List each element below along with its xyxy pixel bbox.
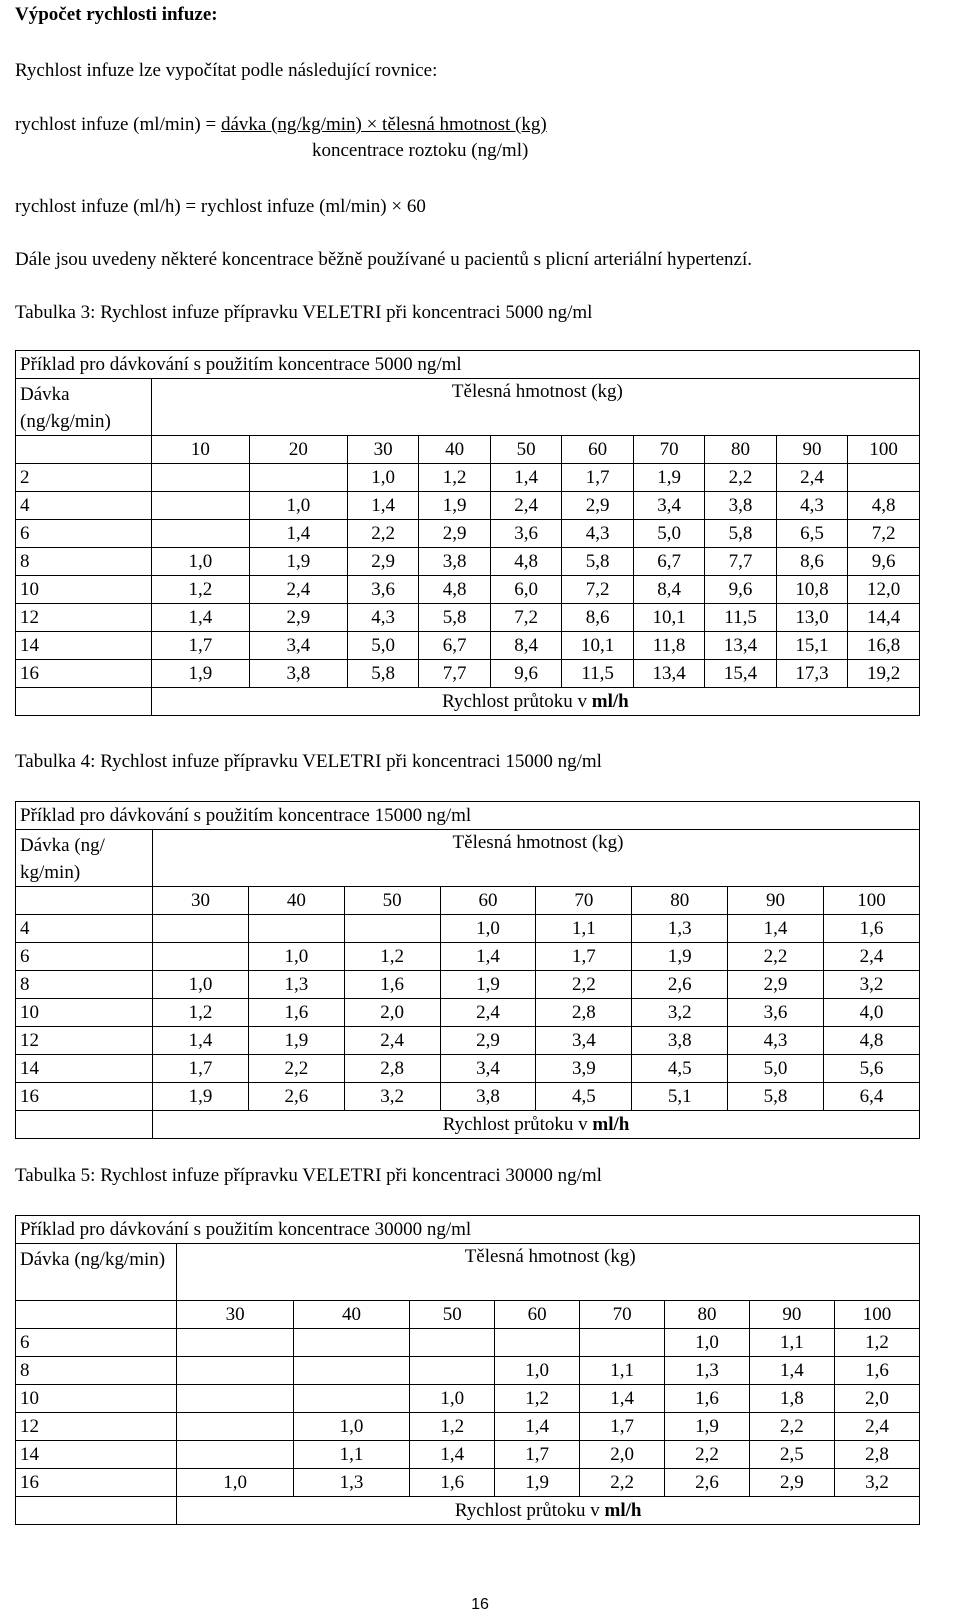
weight-value: 80 [632,887,728,915]
rate-value: 1,4 [749,1357,834,1385]
rate-value: 16,8 [848,632,920,660]
rate-value [410,1329,495,1357]
rate-value: 1,0 [249,492,347,520]
weight-value: 40 [248,887,344,915]
rate-value: 2,2 [665,1441,750,1469]
rate-value: 3,6 [347,576,418,604]
rate-value: 1,4 [728,915,824,943]
rate-value: 5,8 [419,604,490,632]
rate-value: 1,0 [410,1385,495,1413]
rate-value: 1,9 [151,660,249,688]
table-title: Příklad pro dávkování s použitím koncentrace 15000 ng/ml [16,802,920,830]
table-row [16,548,920,576]
table-title: Příklad pro dávkování s použitím koncentrace 30000 ng/ml [16,1216,920,1244]
table-row [16,464,920,492]
rate-value: 1,0 [665,1329,750,1357]
rate-value: 10,8 [776,576,847,604]
rate-value: 5,8 [562,548,633,576]
weight-value: 90 [749,1301,834,1329]
rate-value: 3,2 [344,1083,440,1111]
rate-value [293,1385,409,1413]
rate-value: 3,2 [823,971,919,999]
weight-value: 10 [151,436,249,464]
table-caption-4: Tabulka 4: Rychlost infuze přípravku VELETRI při koncentraci 15000 ng/ml [15,751,602,772]
rate-value: 2,8 [536,999,632,1027]
rate-value [248,915,344,943]
rate-value: 1,7 [562,464,633,492]
rate-value: 1,1 [580,1357,665,1385]
rate-value: 5,8 [347,660,418,688]
table-row [16,576,920,604]
weight-value: 70 [536,887,632,915]
rate-value: 2,9 [728,971,824,999]
table-row [16,1357,920,1385]
dose-value: 4 [16,492,152,520]
rate-value: 2,8 [344,1055,440,1083]
footer-prefix: Rychlost průtoku v [454,1499,605,1521]
rate-value: 1,2 [151,576,249,604]
rate-value: 6,7 [419,632,490,660]
rate-value: 1,6 [248,999,344,1027]
footer-prefix: Rychlost průtoku v [442,1113,593,1135]
weight-value: 30 [153,887,249,915]
rate-value: 1,2 [834,1329,919,1357]
weight-value: 60 [562,436,633,464]
rate-value [177,1441,293,1469]
rate-value: 2,0 [834,1385,919,1413]
rate-value: 1,7 [495,1441,580,1469]
rate-value: 1,9 [249,548,347,576]
rate-value: 2,4 [823,943,919,971]
dose-value: 12 [16,1413,177,1441]
rate-value: 2,2 [580,1469,665,1497]
footer-prefix: Rychlost průtoku v [442,690,592,712]
rate-value: 1,4 [151,604,249,632]
rate-value: 1,1 [749,1329,834,1357]
rate-value: 1,1 [293,1441,409,1469]
table-row [16,1413,920,1441]
empty-cell [16,1497,177,1525]
formula-numerator: dávka (ng/kg/min) × tělesná hmotnost (kg) [220,114,547,135]
table-row [16,1469,920,1497]
rate-value: 11,5 [705,604,776,632]
rate-value: 13,4 [705,632,776,660]
rate-value [153,943,249,971]
rate-value: 5,1 [632,1083,728,1111]
dose-value: 10 [16,576,152,604]
dose-column-header: Dávka (ng/ kg/min) [16,830,153,887]
rate-value [344,915,440,943]
rate-value: 2,2 [749,1413,834,1441]
dose-value: 6 [16,943,153,971]
rate-value: 4,5 [536,1083,632,1111]
footer-unit: ml/h [604,1499,642,1521]
rate-value: 1,9 [440,971,536,999]
weight-value: 40 [293,1301,409,1329]
table-row [16,492,920,520]
rate-value: 2,0 [580,1441,665,1469]
rate-value: 1,4 [347,492,418,520]
table-title: Příklad pro dávkování s použitím koncentrace 5000 ng/ml [16,351,920,379]
empty-cell [16,1301,177,1329]
rate-value: 1,9 [419,492,490,520]
rate-value [177,1329,293,1357]
rate-value: 1,9 [632,943,728,971]
rate-value: 8,6 [776,548,847,576]
formula-rate-hour: rychlost infuze (ml/h) = rychlost infuze (ml/min) × 60 [15,196,426,217]
rate-value: 3,2 [632,999,728,1027]
rate-value: 1,2 [410,1413,495,1441]
rate-value: 1,9 [495,1469,580,1497]
table-row [16,1083,920,1111]
rate-value: 1,4 [490,464,561,492]
weight-value: 70 [580,1301,665,1329]
table-row [16,1329,920,1357]
rate-value: 4,3 [776,492,847,520]
rate-value: 11,5 [562,660,633,688]
rate-value: 15,4 [705,660,776,688]
dose-value: 14 [16,1055,153,1083]
weight-value: 60 [440,887,536,915]
footer-unit: ml/h [591,690,629,712]
dose-value: 6 [16,1329,177,1357]
rate-value: 2,9 [440,1027,536,1055]
rate-value [495,1329,580,1357]
dose-value: 16 [16,1083,153,1111]
weight-value: 80 [705,436,776,464]
rate-value: 8,6 [562,604,633,632]
rate-value [177,1357,293,1385]
page-number: 16 [471,1596,489,1613]
weight-value: 50 [490,436,561,464]
rate-value: 7,2 [848,520,920,548]
table-row [16,1055,920,1083]
rate-value: 19,2 [848,660,920,688]
rate-value: 4,3 [728,1027,824,1055]
rate-value: 1,9 [153,1083,249,1111]
rate-value: 1,0 [177,1469,293,1497]
rate-value: 1,2 [153,999,249,1027]
intro-text: Rychlost infuze lze vypočítat podle následující rovnice: [15,60,438,81]
rate-value: 7,7 [705,548,776,576]
rate-value: 3,8 [440,1083,536,1111]
rate-value: 3,4 [440,1055,536,1083]
weight-value: 70 [633,436,704,464]
table-row [16,915,920,943]
weight-value: 100 [848,436,920,464]
dose-value: 8 [16,1357,177,1385]
rate-value: 6,7 [633,548,704,576]
table-row [16,1441,920,1469]
rate-value: 10,1 [633,604,704,632]
rate-value: 4,3 [347,604,418,632]
rate-value: 1,0 [293,1413,409,1441]
concentration-note: Dále jsou uvedeny některé koncentrace běžně používané u pacientů s plicní arteriální hypertenzí. [15,249,752,270]
weight-value: 100 [834,1301,919,1329]
rate-value [293,1357,409,1385]
dose-value: 8 [16,971,153,999]
rate-value: 1,6 [665,1385,750,1413]
dose-value: 16 [16,660,152,688]
formula-denominator: koncentrace roztoku (ng/ml) [312,140,529,161]
rate-value: 1,9 [248,1027,344,1055]
rate-value: 4,8 [848,492,920,520]
rate-value: 2,9 [749,1469,834,1497]
rate-value: 2,4 [344,1027,440,1055]
dose-column-header: Dávka (ng/kg/min) [16,1244,177,1301]
rate-value: 3,8 [419,548,490,576]
rate-value: 1,6 [823,915,919,943]
rate-value: 1,4 [495,1413,580,1441]
table-row [16,1027,920,1055]
rate-value: 1,7 [151,632,249,660]
rate-value: 1,0 [495,1357,580,1385]
footer-unit: ml/h [592,1113,630,1135]
empty-cell [16,1111,153,1139]
flow-rate-footer [177,1497,920,1525]
dose-value: 4 [16,915,153,943]
rate-value: 6,0 [490,576,561,604]
rate-value: 2,4 [776,464,847,492]
rate-value: 1,6 [410,1469,495,1497]
rate-value: 9,6 [705,576,776,604]
rate-value: 1,2 [495,1385,580,1413]
rate-value: 1,6 [834,1357,919,1385]
rate-value: 2,2 [536,971,632,999]
rate-value: 1,6 [344,971,440,999]
weight-value: 50 [344,887,440,915]
rate-value: 2,2 [728,943,824,971]
rate-value: 1,0 [151,548,249,576]
rate-value: 2,2 [705,464,776,492]
rate-value: 2,4 [249,576,347,604]
rate-value: 1,9 [633,464,704,492]
rate-value: 8,4 [490,632,561,660]
rate-value: 12,0 [848,576,920,604]
rate-value: 9,6 [848,548,920,576]
weight-header: Tělesná hmotnost (kg) [151,379,919,436]
rate-value: 1,4 [249,520,347,548]
rate-value: 1,7 [153,1055,249,1083]
rate-value: 5,8 [728,1083,824,1111]
rate-value: 1,8 [749,1385,834,1413]
table-row [16,632,920,660]
formula-rate-min [15,114,547,136]
rate-value: 3,8 [705,492,776,520]
rate-value: 4,8 [419,576,490,604]
rate-value: 2,6 [665,1469,750,1497]
weight-value: 30 [347,436,418,464]
rate-value: 14,4 [848,604,920,632]
dose-value: 2 [16,464,152,492]
empty-cell [16,688,152,716]
rate-value: 1,0 [440,915,536,943]
weight-value: 40 [419,436,490,464]
rate-value: 11,8 [633,632,704,660]
rate-value: 4,5 [632,1055,728,1083]
table-caption-5: Tabulka 5: Rychlost infuze přípravku VELETRI při koncentraci 30000 ng/ml [15,1165,602,1186]
rate-value: 13,4 [633,660,704,688]
rate-value: 4,8 [823,1027,919,1055]
rate-value: 9,6 [490,660,561,688]
rate-value: 4,0 [823,999,919,1027]
rate-value: 1,3 [248,971,344,999]
table-row [16,971,920,999]
dosing-table [15,801,920,1139]
rate-value: 2,2 [347,520,418,548]
rate-value: 1,3 [665,1357,750,1385]
rate-value: 5,0 [633,520,704,548]
rate-value: 3,4 [633,492,704,520]
table-row [16,999,920,1027]
rate-value: 3,6 [490,520,561,548]
dose-value: 10 [16,999,153,1027]
table-row [16,1385,920,1413]
dose-value: 12 [16,604,152,632]
rate-value: 1,4 [580,1385,665,1413]
rate-value: 4,3 [562,520,633,548]
rate-value: 1,0 [153,971,249,999]
weight-value: 90 [776,436,847,464]
rate-value: 3,4 [536,1027,632,1055]
dose-value: 6 [16,520,152,548]
table-row [16,604,920,632]
section-heading: Výpočet rychlosti infuze: [15,4,218,25]
rate-value [177,1413,293,1441]
dose-value: 14 [16,1441,177,1469]
rate-value: 2,6 [248,1083,344,1111]
dose-value: 8 [16,548,152,576]
rate-value: 1,0 [347,464,418,492]
rate-value [151,520,249,548]
dosing-table [15,350,920,716]
empty-cell [16,436,152,464]
empty-cell [16,887,153,915]
rate-value: 2,4 [440,999,536,1027]
rate-value: 2,4 [834,1413,919,1441]
rate-value: 2,4 [490,492,561,520]
rate-value: 17,3 [776,660,847,688]
table-row [16,520,920,548]
rate-value: 2,9 [249,604,347,632]
rate-value [848,464,920,492]
rate-value: 2,2 [248,1055,344,1083]
rate-value: 1,4 [440,943,536,971]
rate-value [293,1329,409,1357]
dose-column-header: Dávka (ng/kg/min) [16,379,152,436]
table-row [16,660,920,688]
rate-value: 2,9 [562,492,633,520]
rate-value: 1,2 [419,464,490,492]
weight-value: 20 [249,436,347,464]
rate-value: 13,0 [776,604,847,632]
rate-value: 7,2 [490,604,561,632]
rate-value: 8,4 [633,576,704,604]
weight-value: 100 [823,887,919,915]
table-row [16,943,920,971]
weight-header: Tělesná hmotnost (kg) [153,830,920,887]
rate-value: 3,9 [536,1055,632,1083]
rate-value: 2,0 [344,999,440,1027]
rate-value: 1,4 [153,1027,249,1055]
rate-value [410,1357,495,1385]
rate-value [153,915,249,943]
rate-value: 6,4 [823,1083,919,1111]
rate-value: 6,5 [776,520,847,548]
rate-value: 4,8 [490,548,561,576]
rate-value: 10,1 [562,632,633,660]
dose-value: 16 [16,1469,177,1497]
rate-value: 3,6 [728,999,824,1027]
weight-value: 80 [665,1301,750,1329]
dose-value: 10 [16,1385,177,1413]
weight-header: Tělesná hmotnost (kg) [177,1244,920,1301]
rate-value: 2,8 [834,1441,919,1469]
rate-value: 5,8 [705,520,776,548]
rate-value: 1,7 [580,1413,665,1441]
rate-value: 3,8 [632,1027,728,1055]
rate-value [580,1329,665,1357]
dosing-table [15,1215,920,1525]
rate-value: 1,3 [632,915,728,943]
rate-value [151,492,249,520]
rate-value: 7,7 [419,660,490,688]
dose-value: 14 [16,632,152,660]
weight-value: 60 [495,1301,580,1329]
rate-value [177,1385,293,1413]
rate-value: 1,2 [344,943,440,971]
rate-value: 1,3 [293,1469,409,1497]
rate-value: 1,1 [536,915,632,943]
rate-value: 1,9 [665,1413,750,1441]
rate-value [249,464,347,492]
rate-value: 5,0 [728,1055,824,1083]
rate-value: 3,8 [249,660,347,688]
rate-value: 2,9 [347,548,418,576]
flow-rate-footer [153,1111,920,1139]
formula-lhs: rychlost infuze (ml/min) = [15,114,221,135]
rate-value [151,464,249,492]
rate-value: 15,1 [776,632,847,660]
table-caption-3: Tabulka 3: Rychlost infuze přípravku VELETRI při koncentraci 5000 ng/ml [15,302,593,323]
rate-value: 5,0 [347,632,418,660]
flow-rate-footer [151,688,919,716]
rate-value: 1,4 [410,1441,495,1469]
rate-value: 2,6 [632,971,728,999]
weight-value: 90 [728,887,824,915]
rate-value: 3,2 [834,1469,919,1497]
weight-value: 30 [177,1301,293,1329]
dose-value: 12 [16,1027,153,1055]
rate-value: 1,0 [248,943,344,971]
rate-value: 2,5 [749,1441,834,1469]
rate-value: 2,9 [419,520,490,548]
rate-value: 3,4 [249,632,347,660]
weight-value: 50 [410,1301,495,1329]
rate-value: 5,6 [823,1055,919,1083]
rate-value: 7,2 [562,576,633,604]
rate-value: 1,7 [536,943,632,971]
